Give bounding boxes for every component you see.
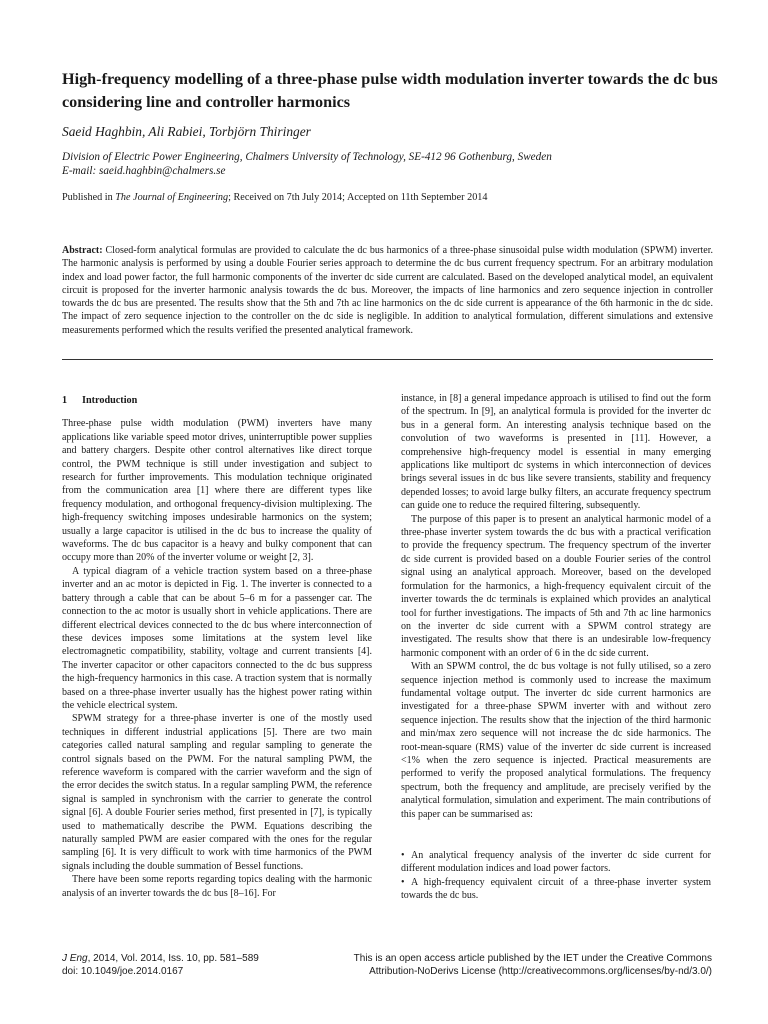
list-item (401, 849, 711, 876)
bullet-text: A high-frequency equivalent circuit of a three-phase inverter system towards the dc bus. (401, 876, 711, 902)
citation-volume: , 2014, Vol. 2014, Iss. 10, pp. 581–589 (87, 953, 259, 964)
list-item (401, 876, 711, 903)
intro-paragraph-2: A typical diagram of a vehicle traction system based on a three-phase inverter and an ac motor is depicted in Fig. 1. The inverter is connected to a battery through a cable that can be about 5–6 m for a passenger car. The connection to the ac motor is usually short in vehicle applications. There are different electrical devices connected to the dc bus where interconnection of these devices imposes some limitations at the system level like electromagnetic compatibility, stability, voltage and current transients [4]. The inverter capacitor or other capacitors connected to the dc bus suppress the high-frequency harmonics in this case. A traction system that is normally based on a three-phase inverter usually has the highest power rating within the vehicle electrical system. (62, 565, 372, 711)
doi: doi: 10.1049/joe.2014.0167 (62, 966, 184, 977)
section-heading (62, 394, 372, 407)
bullet-text: An analytical frequency analysis of the inverter dc side current for different modulation indices and load power factors. (401, 850, 711, 875)
affiliation-block (62, 150, 722, 178)
right-column (401, 392, 711, 903)
intro-paragraph-7: With an SPWM control, the dc bus voltage is not fully utilised, so a zero sequence injection method is commonly used to increase the maximum fundamental voltage output. The inverter dc side current harmonics are investigated for a three-phase SPWM inverter with and without zero sequence injection. The results show that the injection of the third harmonic and min/max zero sequence will not increase the dc side harmonics. The root-mean-square (RMS) value of the inverter dc side current is increased <1% when the zero sequence is injected. Practical measurements are performed to verify the proposed analytical formulations. The frequency spectrum, both the frequency and amplitude, are precisely verified by the analytical formulation, simulation and experiment. The main contributions of this paper can be summarised as: (401, 661, 711, 820)
abstract-text: Closed-form analytical formulas are provided to calculate the dc bus harmonics of a three-phase sinusoidal pulse width modulation (SPWM) inverter. The harmonic analysis is performed by using a double Fourier series approach to determine the dc bus current frequency spectrum. For an arbitrary modulation index and load power factor, the full harmonic components of the inverter dc side current are calculated. Based on the developed analytical model, an equivalent circuit is proposed for the inverter harmonic analysis towards the dc bus. Moreover, the impacts of line harmonics and zero sequence injection in controller towards the dc bus are presented. The results show that the 5th and 7th ac line harmonics on the dc side current is appearance of the 6th harmonic in the dc side. The impact of zero sequence injection to the controller on the dc side is negligible. In addition to analytical formulation, different simulations and extensive measurements performed which the results verified the presented analytical framework. (62, 245, 713, 336)
section-number: 1 (62, 395, 68, 406)
footer-citation (62, 952, 259, 978)
footer-license (330, 952, 712, 978)
affiliation: Division of Electric Power Engineering, Chalmers University of Technology, SE-412 96 Gothenburg, Sweden (62, 151, 552, 163)
contributions-list (401, 849, 711, 903)
section-title: Introduction (82, 395, 138, 406)
paper-title: High-frequency modelling of a three-phase pulse width modulation inverter towards the dc bus considering line and controller harmonics (62, 70, 718, 111)
left-column (62, 392, 372, 900)
publication-info (62, 192, 722, 203)
intro-paragraph-3: SPWM strategy for a three-phase inverter is one of the mostly used techniques in different industrial applications [5]. There are two main categories called natural sampling and regular sampling to generate the control signals based on the PWM. For the natural sampling PWM, the reference waveform is compared with the carrier waveform and the sign of the error decides the switch status. In a regular sampling PWM, the reference signal is sampled in synchronism with the carrier to generate the control signal [6]. A double Fourier series method, first presented in [7], is typically used to mathematically describe the PWM. Equations describing the naturally sampled PWM are easier compared with the ones for the regular sampling [6]. It is very difficult to work with time harmonics of the PWM signals including the double summation of Bessel functions. (62, 713, 372, 872)
citation-journal: J Eng (62, 953, 88, 964)
abstract-label: Abstract: (62, 245, 103, 256)
published-dates: ; Received on 7th July 2014; Accepted on 11th September 2014 (228, 192, 488, 203)
license-line-2: Attribution-NoDerivs License (http://creativecommons.org/licenses/by-nd/3.0/) (369, 966, 712, 977)
bullet-icon: • (401, 850, 405, 861)
intro-paragraph-5: instance, in [8] a general impedance approach is utilised to find out the form of the spectrum. In [9], an analytical formula is provided for the inverter dc bus in a general form. An interesting analysis technique based on the convolution of two waveforms is presented in [11]. However, a comprehensive high-frequency model is essential in many emerging applications like multiport dc systems in which interconnection of devices brings several issues in dc bus like severe transients, stability and frequency depended losses; to avoid large bulky filters, an accurate frequency spectrum can guide one to reduce the required filtering, subsequently. (401, 393, 711, 512)
paper-authors: Saeid Haghbin, Ali Rabiei, Torbjörn Thiringer (62, 124, 311, 139)
journal-name: The Journal of Engineering (115, 192, 229, 203)
intro-paragraph-6: The purpose of this paper is to present an analytical harmonic model of a three-phase inverter system towards the dc bus with a practical verification to provide the frequency spectrum. The frequency spectrum of the inverter dc side current is provided based on a double Fourier series of the control signal using an analytical approach. Moreover, based on the developed formulation for the harmonics, a high-frequency equivalent circuit of the inverter towards the dc terminals is explained which provides an analytical tool for further investigations. The impacts of 5th and 7th ac line harmonics on the inverter dc side current with a SPWM control strategy are investigated. The results show that there is an undesirable low-frequency harmonic component with an order of 6 in the dc side current. (401, 513, 711, 659)
license-line-1: This is an open access article published by the IET under the Creative Commons (353, 953, 712, 964)
citation-line (62, 952, 259, 965)
bullet-icon: • (401, 876, 405, 888)
author-email: E-mail: saeid.haghbin@chalmers.se (62, 165, 226, 177)
published-prefix: Published in (62, 192, 116, 203)
intro-paragraph-4: There have been some reports regarding topics dealing with the harmonic analysis of an inverter towards the dc bus [8–16]. For (62, 874, 372, 899)
abstract (62, 244, 713, 337)
intro-paragraph-1: Three-phase pulse width modulation (PWM) inverters have many applications like variable speed motor drives, uninterruptible power supplies and battery chargers. Despite other control alternatives like direct torque control, the PWM technique is still under investigation and subject to research for further improvements. This modulation technique originated from the communication area [1] where there are different types like frequency modulation, and orthogonal frequency-division multiplexing. The high-frequency switching imposes undesirable harmonics on the system; usually a large capacitor is utilised in the dc bus to increase the quality of waveforms. The dc bus capacitor is a heavy and bulky component that can occupy more than 20% of the inverter volume or weight [2, 3]. (62, 418, 372, 564)
abstract-divider (62, 359, 713, 360)
